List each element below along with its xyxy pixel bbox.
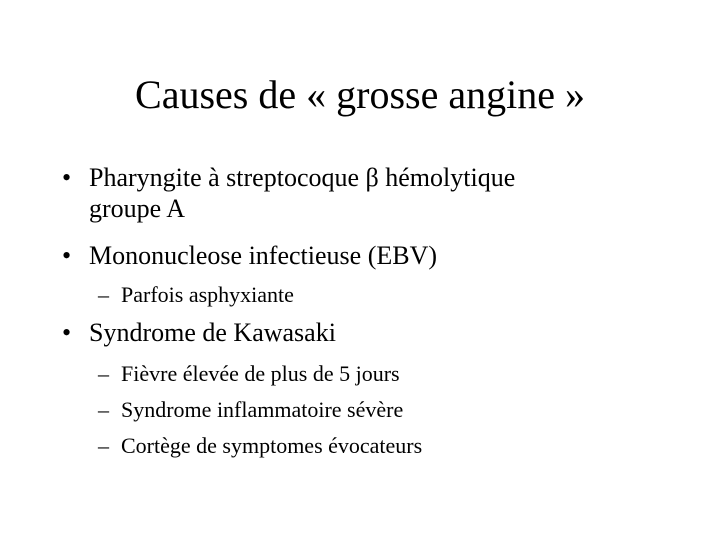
sub-item-text: Parfois asphyxiante bbox=[121, 282, 294, 307]
sub-item-text: Syndrome inflammatoire sévère bbox=[121, 397, 404, 422]
sub-item-syndrome-inflammatoire bbox=[98, 397, 404, 423]
bullet-marker: • bbox=[62, 163, 72, 192]
bullet-text-line1: Pharyngite à streptocoque β hémolytique bbox=[89, 163, 516, 192]
sub-item-asphyxiante bbox=[98, 282, 294, 308]
sub-item-text: Cortège de symptomes évocateurs bbox=[121, 433, 423, 458]
dash-marker: – bbox=[98, 397, 109, 422]
dash-marker: – bbox=[98, 361, 109, 386]
dash-marker: – bbox=[98, 433, 109, 458]
bullet-text-line2: groupe A bbox=[89, 194, 186, 223]
bullet-text: Syndrome de Kawasaki bbox=[89, 318, 336, 347]
sub-item-cortege bbox=[98, 433, 423, 459]
dash-marker: – bbox=[98, 282, 109, 307]
sub-item-fievre bbox=[98, 361, 400, 387]
slide-title: Causes de « grosse angine » bbox=[135, 72, 585, 117]
bullet-item-mononucleose bbox=[62, 240, 438, 271]
bullet-marker: • bbox=[62, 318, 72, 347]
sub-item-text: Fièvre élevée de plus de 5 jours bbox=[121, 361, 400, 386]
bullet-text: Mononucleose infectieuse (EBV) bbox=[89, 241, 438, 270]
bullet-item-kawasaki bbox=[62, 317, 336, 348]
bullet-item-pharyngite bbox=[62, 162, 516, 224]
bullet-marker: • bbox=[62, 241, 72, 270]
